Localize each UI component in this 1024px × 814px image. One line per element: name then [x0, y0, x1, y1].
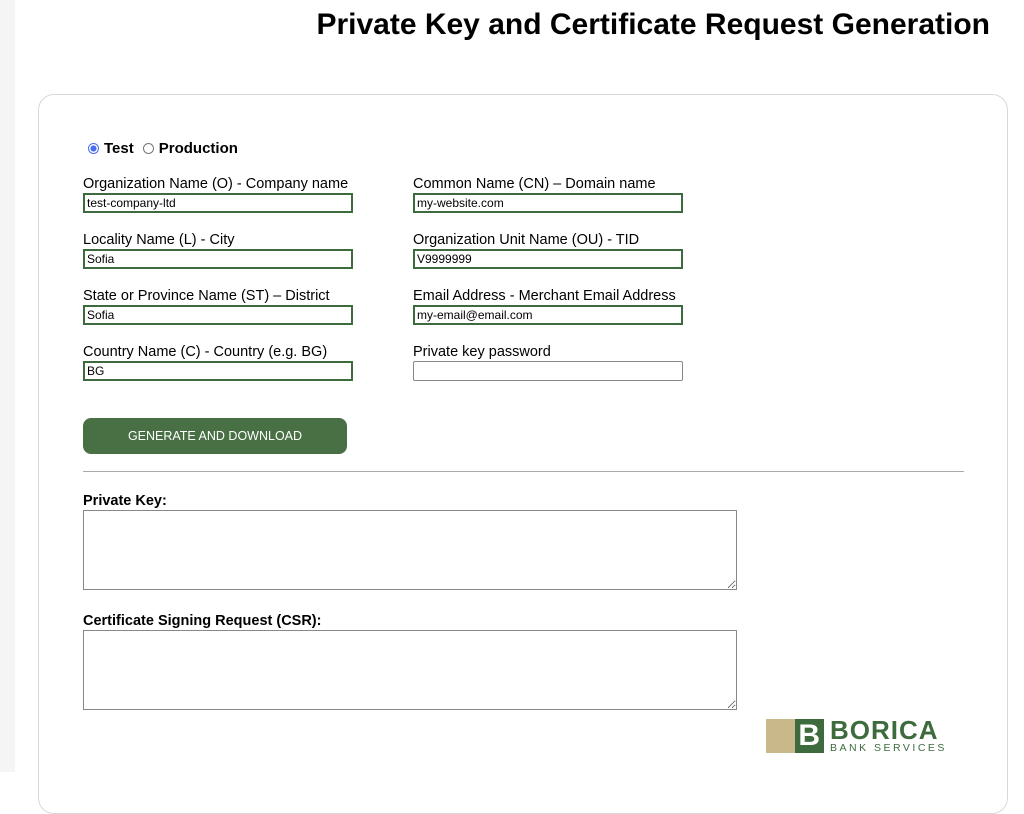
locality-input[interactable]	[83, 249, 353, 269]
email-input[interactable]	[413, 305, 683, 325]
radio-test[interactable]	[88, 143, 99, 154]
radio-production[interactable]	[143, 143, 154, 154]
borica-logo	[766, 715, 947, 754]
field-label: Locality Name (L) - City	[83, 232, 235, 248]
field-label: Organization Unit Name (OU) - TID	[413, 232, 640, 248]
csr-textarea[interactable]	[83, 630, 737, 710]
field-label: Country Name (C) - Country (e.g. BG)	[83, 344, 328, 360]
organization-name-field	[83, 176, 353, 213]
divider	[83, 471, 964, 472]
organization-unit-input[interactable]	[413, 249, 683, 269]
password-input[interactable]	[413, 361, 683, 381]
radio-test-label[interactable]: Test	[104, 140, 134, 157]
logo-tagline: BANK SERVICES	[830, 742, 947, 754]
generate-download-button[interactable]: GENERATE AND DOWNLOAD	[83, 418, 347, 454]
field-label: State or Province Name (ST) – District	[83, 288, 330, 304]
country-input[interactable]	[83, 361, 353, 381]
organization-name-input[interactable]	[83, 193, 353, 213]
locality-field	[83, 232, 353, 269]
common-name-field	[413, 176, 683, 213]
organization-unit-field	[413, 232, 683, 269]
logo-name: BORICA	[830, 715, 939, 745]
private-key-label: Private Key:	[83, 493, 167, 509]
environment-radio-group	[88, 140, 238, 157]
field-label: Private key password	[413, 344, 551, 360]
field-label: Common Name (CN) – Domain name	[413, 176, 656, 192]
field-label: Organization Name (O) - Company name	[83, 176, 349, 192]
page-title: Private Key and Certificate Request Generation	[316, 8, 990, 41]
radio-production-label[interactable]: Production	[158, 140, 238, 157]
state-input[interactable]	[83, 305, 353, 325]
borica-emblem-icon: B	[766, 719, 824, 753]
csr-label: Certificate Signing Request (CSR):	[83, 613, 322, 629]
field-label: Email Address - Merchant Email Address	[413, 288, 676, 304]
common-name-input[interactable]	[413, 193, 683, 213]
page-gutter	[0, 0, 15, 772]
country-field	[83, 344, 353, 381]
state-field	[83, 288, 353, 325]
private-key-textarea[interactable]	[83, 510, 737, 590]
password-field	[413, 344, 683, 381]
email-field	[413, 288, 683, 325]
